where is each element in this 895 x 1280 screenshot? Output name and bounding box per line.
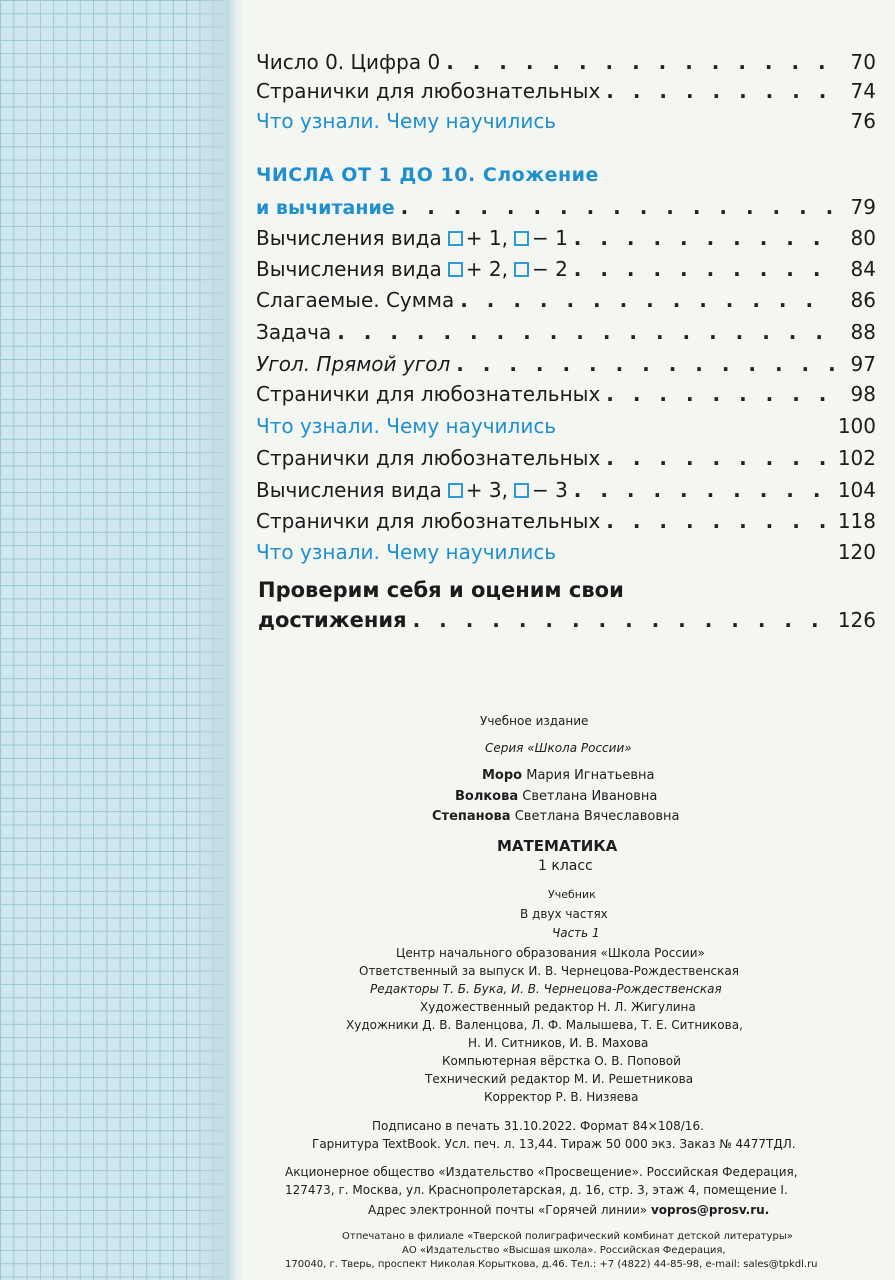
toc-title: Странички для любознательных xyxy=(256,382,601,406)
toc-page: 88 xyxy=(850,320,876,344)
toc-page: 79 xyxy=(850,195,876,219)
toc-leader xyxy=(606,382,834,406)
toc-page: 104 xyxy=(837,478,876,502)
toc-title: Что узнали. Чему научились xyxy=(256,540,557,564)
book-page xyxy=(242,0,895,1280)
toc-leader xyxy=(606,79,834,103)
toc-row xyxy=(256,109,876,139)
toc-row xyxy=(256,226,876,256)
toc-row xyxy=(256,288,876,318)
toc-row xyxy=(256,352,876,382)
blank-square-icon xyxy=(448,262,463,277)
section-heading: ЧИСЛА ОТ 1 ДО 10. Сложение xyxy=(256,164,599,186)
section-heading-line2: и вычитание xyxy=(256,197,395,219)
author: Моро Мария Игнатьевна xyxy=(482,768,655,783)
toc-page: 74 xyxy=(850,79,876,103)
toc-row xyxy=(258,608,876,638)
toc-expr: − 2 xyxy=(531,257,568,281)
toc-leader xyxy=(413,608,832,632)
toc-leader xyxy=(574,478,832,502)
toc-page: 76 xyxy=(850,109,876,133)
toc-page: 126 xyxy=(837,608,876,632)
printer-line: 170040, г. Тверь, проспект Николая Корыткова, д.46. Тел.: +7 (4822) 44-85-98, e-mail: sales@tpkdl.ru xyxy=(285,1259,818,1270)
toc-page: 97 xyxy=(850,352,876,376)
toc-title: Угол. Прямой угол xyxy=(256,352,451,376)
toc-expr: − 3 xyxy=(531,478,568,502)
toc-page: 80 xyxy=(850,226,876,250)
toc-title: Задача xyxy=(256,320,332,344)
toc-row xyxy=(256,414,876,444)
book-title: МАТЕМАТИКА xyxy=(497,837,618,855)
toc-row xyxy=(256,478,876,508)
toc-page: 120 xyxy=(837,540,876,564)
author: Степанова Светлана Вячеславовна xyxy=(432,809,680,824)
toc-leader xyxy=(574,257,834,281)
printer-line: Отпечатано в филиале «Тверской полиграфический комбинат детской литературы» xyxy=(342,1231,793,1242)
blank-square-icon xyxy=(448,231,463,246)
blank-square-icon xyxy=(514,483,529,498)
toc-expr: + 2, xyxy=(465,257,508,281)
graph-paper-panel xyxy=(0,0,238,1280)
toc-leader xyxy=(606,509,832,533)
publisher-line: 127473, г. Москва, ул. Краснопролетарская, д. 16, стр. 3, этаж 4, помещение I. xyxy=(285,1183,788,1197)
author: Волкова Светлана Ивановна xyxy=(455,789,658,804)
toc-row xyxy=(256,79,876,109)
edition-type: Учебное издание xyxy=(480,714,589,728)
printer-line: АО «Издательство «Высшая школа». Российская Федерация, xyxy=(402,1245,726,1256)
toc-page: 70 xyxy=(850,50,876,74)
part: Часть 1 xyxy=(552,926,600,940)
kind: Учебник xyxy=(548,888,596,901)
toc-row xyxy=(256,195,876,225)
toc-leader xyxy=(337,320,834,344)
blank-square-icon xyxy=(514,231,529,246)
blank-square-icon xyxy=(448,483,463,498)
credit-line: Н. И. Ситников, И. В. Махова xyxy=(468,1036,649,1050)
toc-leader xyxy=(606,446,832,470)
blank-square-icon xyxy=(514,262,529,277)
toc-row xyxy=(256,540,876,570)
credit-line: Корректор Р. В. Низяева xyxy=(484,1090,639,1104)
toc-row xyxy=(256,382,876,412)
print-info: Подписано в печать 31.10.2022. Формат 84×108/16. xyxy=(372,1119,704,1133)
toc-title: Число 0. Цифра 0 xyxy=(256,50,441,74)
toc-title: Что узнали. Чему научились xyxy=(256,414,557,438)
series: Серия «Школа России» xyxy=(485,741,632,755)
toc-page: 86 xyxy=(850,288,876,312)
credit-line: Ответственный за выпуск И. В. Чернецова-Рождественская xyxy=(359,964,739,978)
toc-title: Странички для любознательных xyxy=(256,509,601,533)
toc-expr: + 1, xyxy=(465,226,508,250)
final-entry-line1: Проверим себя и оценим свои xyxy=(258,578,624,602)
toc-title: Странички для любознательных xyxy=(256,79,601,103)
credit-line: Компьютерная вёрстка О. В. Поповой xyxy=(442,1054,681,1068)
credit-line: Технический редактор М. И. Решетникова xyxy=(425,1072,694,1086)
toc-row xyxy=(256,509,876,539)
publisher-line: Акционерное общество «Издательство «Просвещение». Российская Федерация, xyxy=(285,1165,798,1179)
toc-title: Что узнали. Чему научились xyxy=(256,109,557,133)
toc-title: Странички для любознательных xyxy=(256,446,601,470)
toc-page: 118 xyxy=(837,509,876,533)
toc-row xyxy=(256,257,876,287)
toc-title: Вычисления вида xyxy=(256,478,442,502)
toc-title: Вычисления вида xyxy=(256,257,442,281)
toc-page: 84 xyxy=(850,257,876,281)
toc-expr: + 3, xyxy=(465,478,508,502)
toc-title: Слагаемые. Сумма xyxy=(256,288,455,312)
toc-page: 98 xyxy=(850,382,876,406)
toc-row xyxy=(256,446,876,476)
credit-line: Редакторы Т. Б. Бука, И. В. Чернецова-Рождественская xyxy=(370,982,722,996)
toc-page: 100 xyxy=(837,414,876,438)
toc-leader xyxy=(456,352,834,376)
toc-page: 102 xyxy=(837,446,876,470)
toc-row xyxy=(256,50,876,80)
toc-row xyxy=(256,320,876,350)
hotline: Адрес электронной почты «Горячей линии» vopros@prosv.ru. xyxy=(368,1203,770,1217)
parts: В двух частях xyxy=(520,907,608,921)
credit-line: Художники Д. В. Валенцова, Л. Ф. Малышева, Т. Е. Ситникова, xyxy=(346,1018,743,1032)
toc-leader xyxy=(574,226,834,250)
toc-title: Вычисления вида xyxy=(256,226,442,250)
credit-line: Центр начального образования «Школа России» xyxy=(396,946,705,960)
grade: 1 класс xyxy=(538,858,593,874)
final-entry-line2: достижения xyxy=(258,608,407,632)
credit-line: Художественный редактор Н. Л. Жигулина xyxy=(420,1000,696,1014)
toc-leader xyxy=(446,50,834,74)
print-info: Гарнитура TextBook. Усл. печ. л. 13,44. Тираж 50 000 экз. Заказ № 4477ТДЛ. xyxy=(312,1137,796,1151)
toc-expr: − 1 xyxy=(531,226,568,250)
toc-leader xyxy=(401,195,834,219)
toc-leader xyxy=(460,288,834,312)
